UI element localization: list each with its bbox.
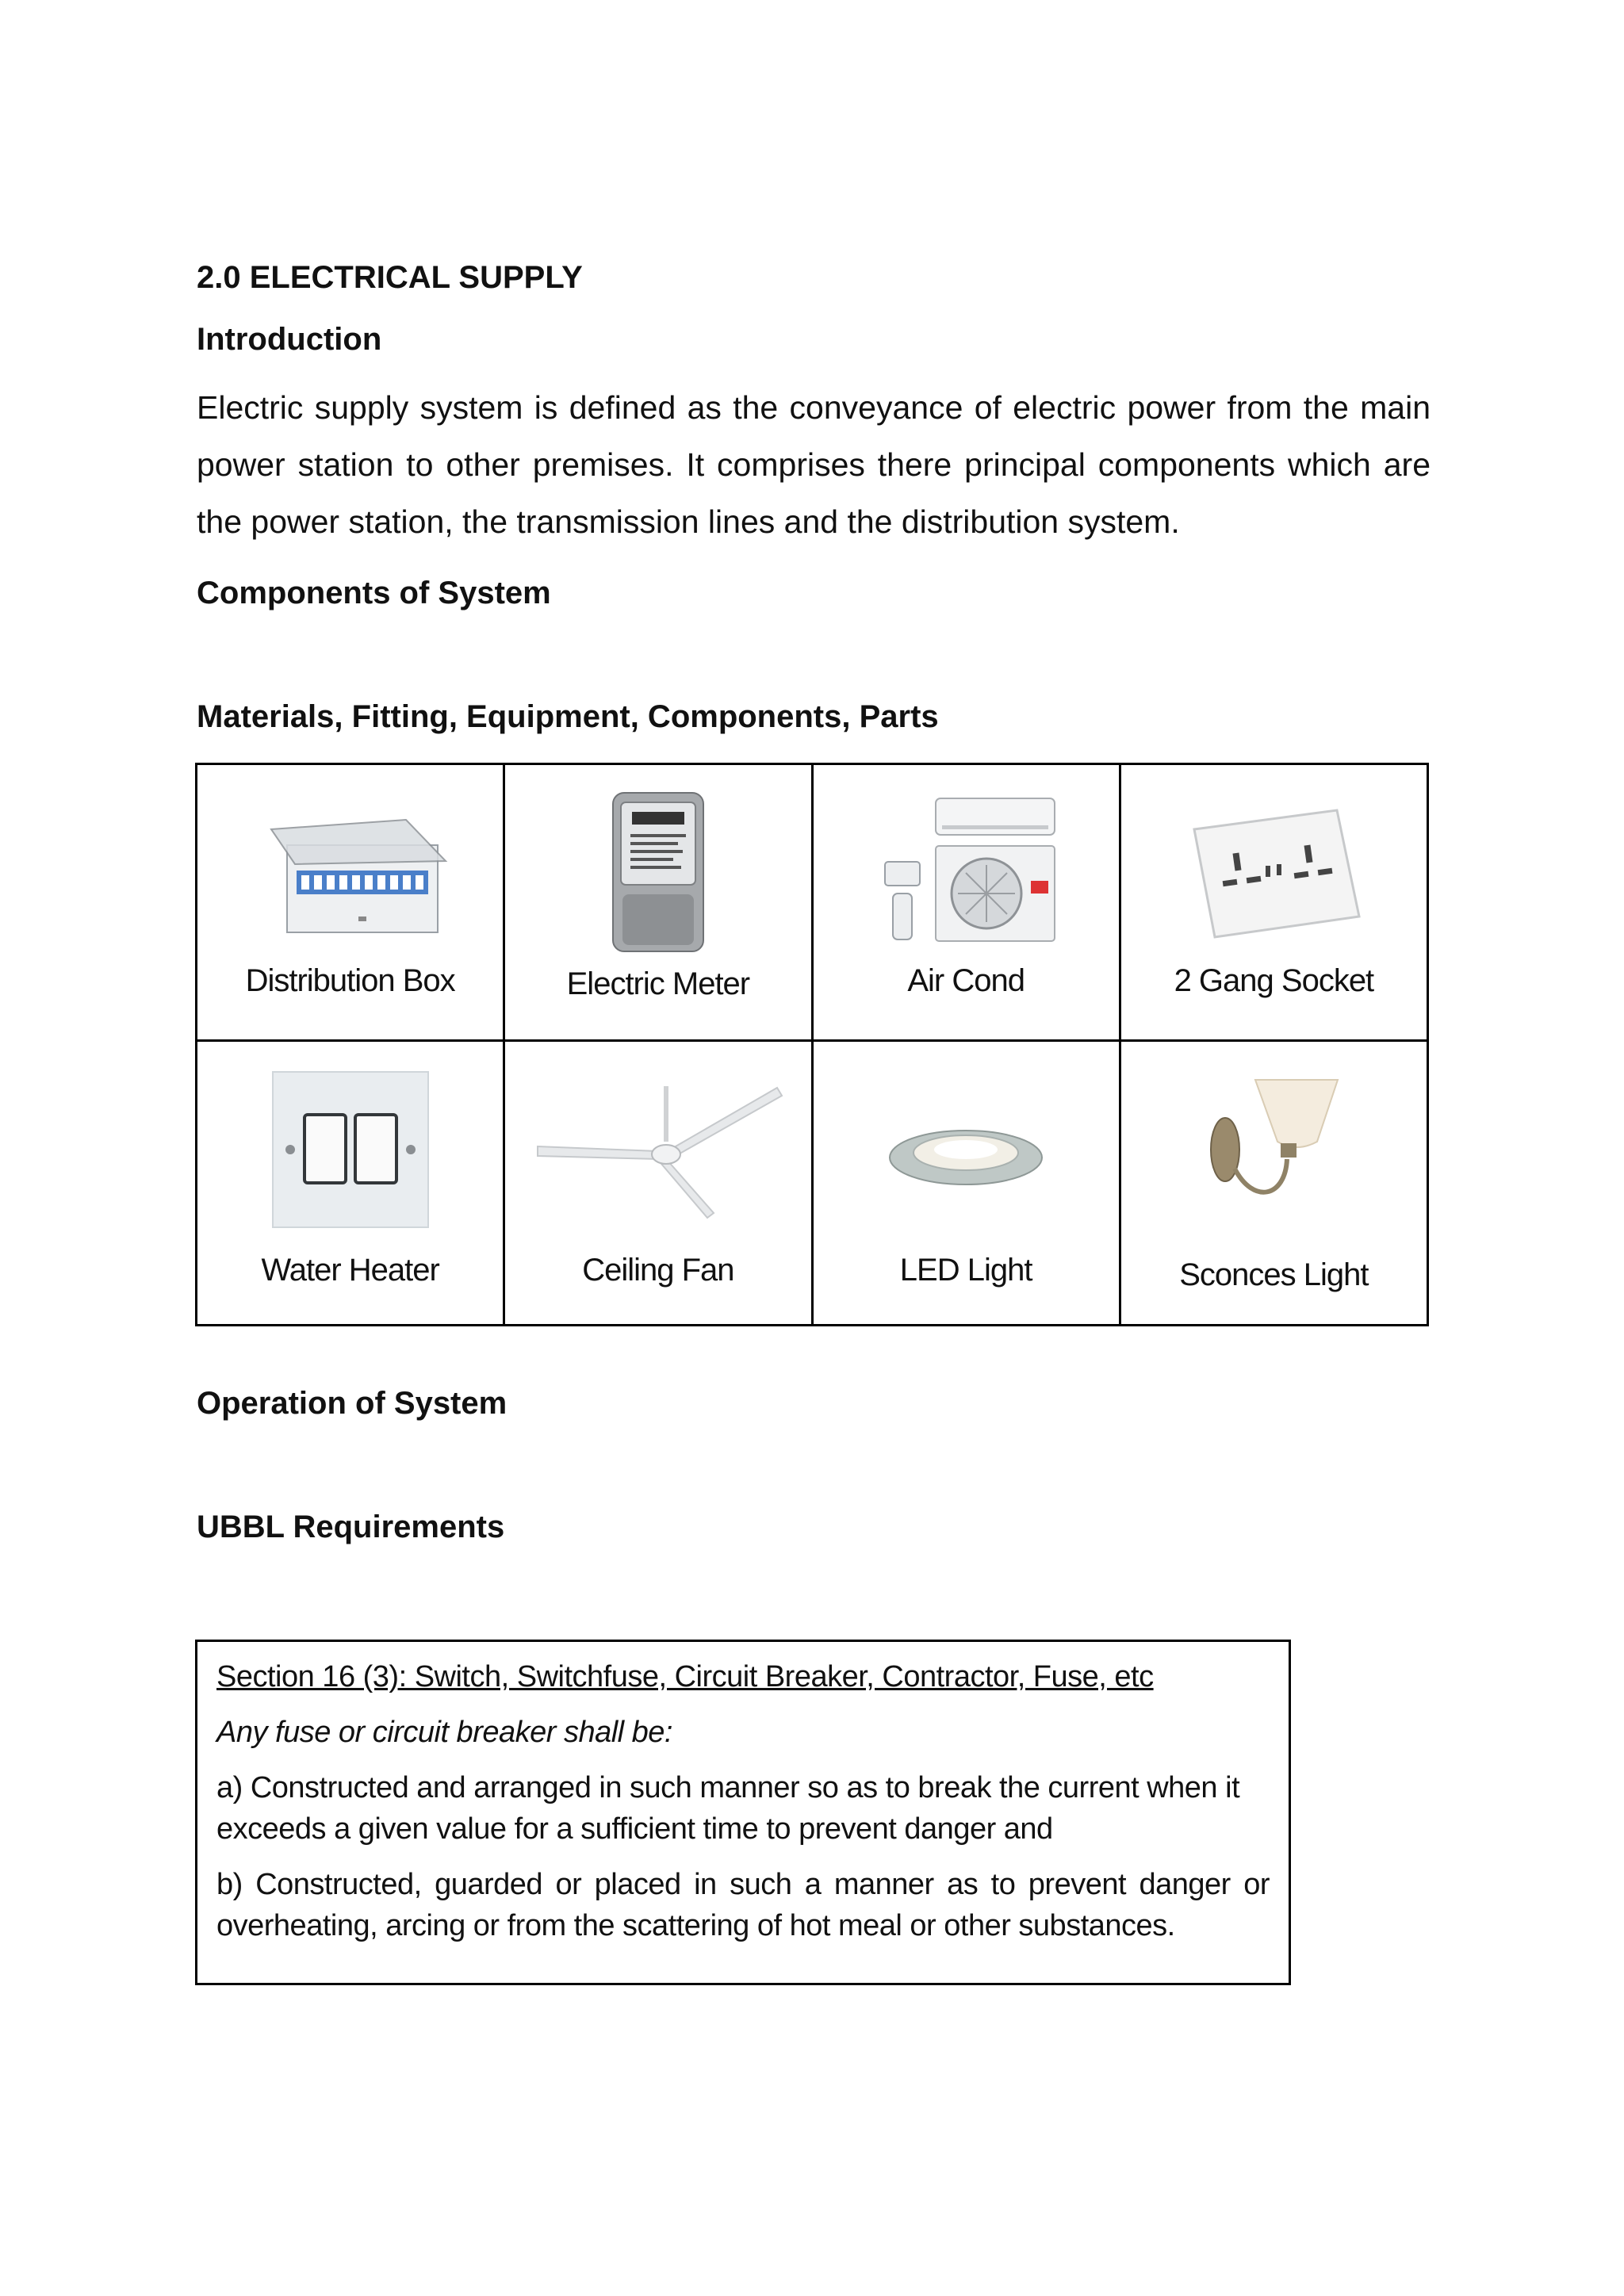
item-label: LED Light xyxy=(899,1253,1032,1288)
table-cell xyxy=(197,1041,504,1326)
table-cell xyxy=(1120,764,1427,1041)
air-conditioner-icon xyxy=(814,794,1119,952)
ubbl-item-b: b) Constructed, guarded or placed in such a manner as to prevent danger or overheating, arcing or from the scattering of hot meal or other substances. xyxy=(216,1868,1270,1942)
sconce-light-icon xyxy=(1121,1070,1427,1229)
distribution-box-icon xyxy=(197,794,503,952)
item-label: Ceiling Fan xyxy=(582,1253,734,1288)
item-label: Electric Meter xyxy=(566,966,750,1001)
ubbl-heading: UBBL Requirements xyxy=(197,1510,505,1544)
introduction-heading: Introduction xyxy=(197,322,382,357)
table-cell xyxy=(812,1041,1120,1326)
led-light-icon xyxy=(814,1070,1119,1229)
table-row xyxy=(197,764,1428,1041)
operation-heading: Operation of System xyxy=(197,1386,508,1421)
table-cell xyxy=(504,1041,812,1326)
electric-meter-icon xyxy=(505,794,810,952)
ubbl-lead-text: Any fuse or circuit breaker shall be: xyxy=(216,1716,672,1749)
table-cell xyxy=(812,764,1120,1041)
socket-icon xyxy=(1121,794,1427,952)
switch-icon xyxy=(197,1070,503,1229)
table-cell xyxy=(197,764,504,1041)
materials-table xyxy=(195,763,1429,1326)
item-label: 2 Gang Socket xyxy=(1174,963,1374,998)
table-row xyxy=(197,1041,1428,1326)
materials-heading: Materials, Fitting, Equipment, Components, Parts xyxy=(197,699,939,734)
introduction-paragraph: Electric supply system is defined as the conveyance of electric power from the main power station to other premises. It comprises there principal components which are the power station, the transmission lines and the distribution system. xyxy=(197,389,1431,540)
table-cell xyxy=(504,764,812,1041)
item-label: Sconces Light xyxy=(1179,1257,1369,1292)
ceiling-fan-icon xyxy=(505,1070,810,1229)
section-title: 2.0 ELECTRICAL SUPPLY xyxy=(197,260,583,295)
ubbl-section-title: Section 16 (3): Switch, Switchfuse, Circuit Breaker, Contractor, Fuse, etc xyxy=(216,1660,1154,1693)
item-label: Water Heater xyxy=(261,1253,439,1288)
ubbl-item-a: a) Constructed and arranged in such manner so as to break the current when it exceeds a given value for a sufficient time to prevent danger and xyxy=(216,1771,1240,1846)
components-heading: Components of System xyxy=(197,576,551,610)
ubbl-requirement-box xyxy=(195,1640,1291,1985)
table-cell xyxy=(1120,1041,1427,1326)
item-label: Air Cond xyxy=(907,963,1025,998)
item-label: Distribution Box xyxy=(245,963,455,998)
